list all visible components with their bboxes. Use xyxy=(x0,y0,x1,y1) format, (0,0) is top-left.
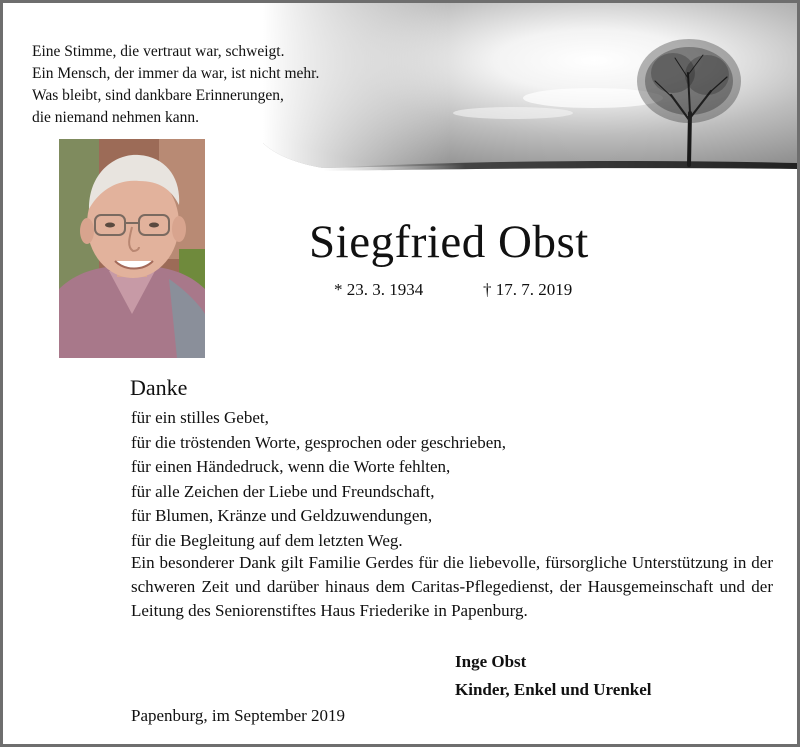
poem-line: Was bleibt, sind dankbare Erinnerungen, xyxy=(32,87,284,104)
thanks-line: für einen Händedruck, wenn die Worte fehlten, xyxy=(131,457,451,477)
thanks-line: für Blumen, Kränze und Geldzuwendungen, xyxy=(131,506,433,526)
special-thanks-paragraph: Ein besonderer Dank gilt Familie Gerdes für die liebevolle, fürsorgliche Unterstützung in der schweren Zeit und darüber hinaus dem Caritas-Pflegedienst, der Hausgemeinschaft und der Leitung des Seniorenstiftes Haus Friederike in Papenburg. xyxy=(131,553,773,620)
thanks-heading: Danke xyxy=(130,375,188,400)
poem xyxy=(32,41,319,129)
deceased-name: Siegfried Obst xyxy=(309,216,589,268)
signature-primary: Inge Obst xyxy=(455,652,527,671)
poem-line: Eine Stimme, die vertraut war, schweigt. xyxy=(32,43,285,60)
thanks-line: für die tröstenden Worte, gesprochen oder geschrieben, xyxy=(131,432,507,452)
thanks-list xyxy=(131,406,506,554)
poem-line: die niemand nehmen kann. xyxy=(32,109,200,126)
portrait-photo xyxy=(59,139,205,358)
place-and-date: Papenburg, im September 2019 xyxy=(131,706,346,725)
poem-line: Ein Mensch, der immer da war, ist nicht mehr. xyxy=(32,65,320,82)
thanks-line: für die Begleitung auf dem letzten Weg. xyxy=(131,530,403,550)
tree-landscape-image xyxy=(263,3,797,178)
signature-family: Kinder, Enkel und Urenkel xyxy=(455,680,652,699)
thanks-line: für alle Zeichen der Liebe und Freundschaft, xyxy=(131,481,435,501)
thanks-line: für ein stilles Gebet, xyxy=(131,408,269,427)
birth-date: * 23. 3. 1934 xyxy=(334,280,424,299)
death-date: † 17. 7. 2019 xyxy=(483,280,573,299)
signature-block xyxy=(455,648,652,704)
